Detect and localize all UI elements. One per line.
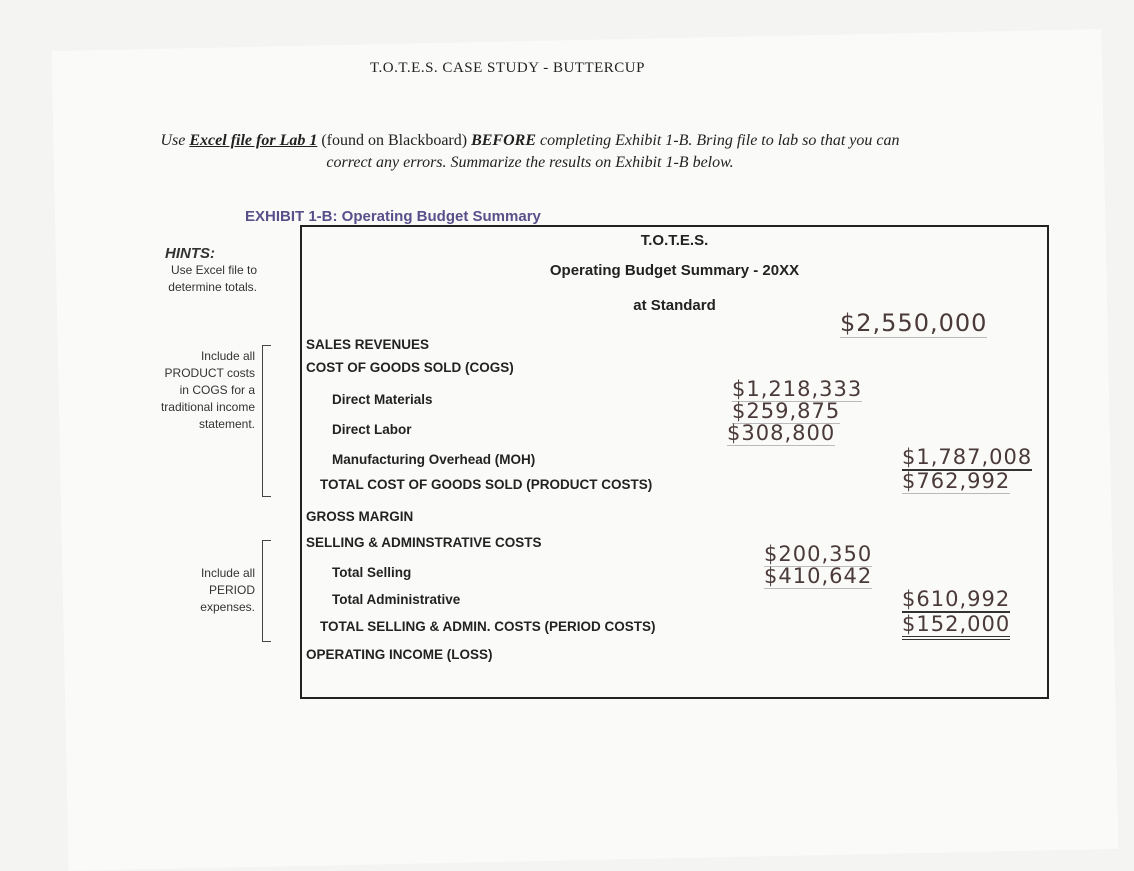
value-dl: $259,875: [732, 399, 841, 423]
row-label: Direct Labor: [332, 422, 412, 437]
value-total-cogs: $1,787,008: [902, 445, 1033, 469]
row-label: OPERATING INCOME (LOSS): [306, 647, 493, 662]
period-note: Include all PERIOD expenses.: [200, 566, 255, 614]
company-name: T.O.T.E.S.: [640, 232, 709, 249]
value-moh: $308,800: [727, 421, 836, 445]
row-label: COST OF GOODS SOLD (COGS): [306, 360, 514, 375]
operating-budget-summary: [300, 225, 1049, 699]
instr-text: Use: [160, 132, 190, 149]
row-label: SELLING & ADMINSTRATIVE COSTS: [306, 535, 542, 550]
row-label: SALES REVENUES: [306, 337, 430, 352]
value-dm: $1,218,333: [732, 377, 863, 401]
statement-subtitle: at Standard: [633, 297, 716, 314]
row-label: Direct Materials: [332, 392, 433, 407]
instr-text: (found on Blackboard): [317, 132, 472, 149]
hints: [165, 245, 257, 296]
row-label: Manufacturing Overhead (MOH): [332, 452, 536, 467]
hints-title: HINTS:: [165, 245, 215, 262]
row-label: Total Selling: [332, 565, 412, 580]
value-selling: $200,350: [764, 542, 873, 566]
instr-before: BEFORE: [471, 132, 536, 149]
exhibit-title: EXHIBIT 1-B: Operating Budget Summary: [245, 208, 541, 225]
statement-title: Operating Budget Summary - 20XX: [549, 262, 800, 279]
instr-text: completing Exhibit 1-B. Bring file to lab so that you can correct any errors. Summarize the results on Exhibit 1-B below.: [326, 132, 900, 171]
value-total-sga: $610,992: [902, 587, 1011, 611]
value-admin: $410,642: [764, 564, 873, 588]
value-sales: $2,550,000: [840, 309, 988, 337]
row-label: GROSS MARGIN: [306, 509, 414, 524]
page-header: T.O.T.E.S. CASE STUDY - BUTTERCUP: [370, 60, 645, 76]
bracket: [262, 540, 271, 642]
value-gross-margin: $762,992: [902, 469, 1011, 493]
hints-text: Use Excel file to determine totals.: [168, 263, 257, 294]
value-operating-income: $152,000: [902, 612, 1010, 640]
row-label: TOTAL COST OF GOODS SOLD (PRODUCT COSTS): [320, 477, 653, 492]
instructions: [150, 130, 910, 174]
row-label: Total Administrative: [332, 592, 461, 607]
bracket: [262, 345, 271, 497]
excel-file-link: Excel file for Lab 1: [189, 132, 318, 149]
product-note: Include all PRODUCT costs in COGS for a traditional income statement.: [160, 349, 255, 431]
row-label: TOTAL SELLING & ADMIN. COSTS (PERIOD COSTS): [320, 619, 656, 634]
